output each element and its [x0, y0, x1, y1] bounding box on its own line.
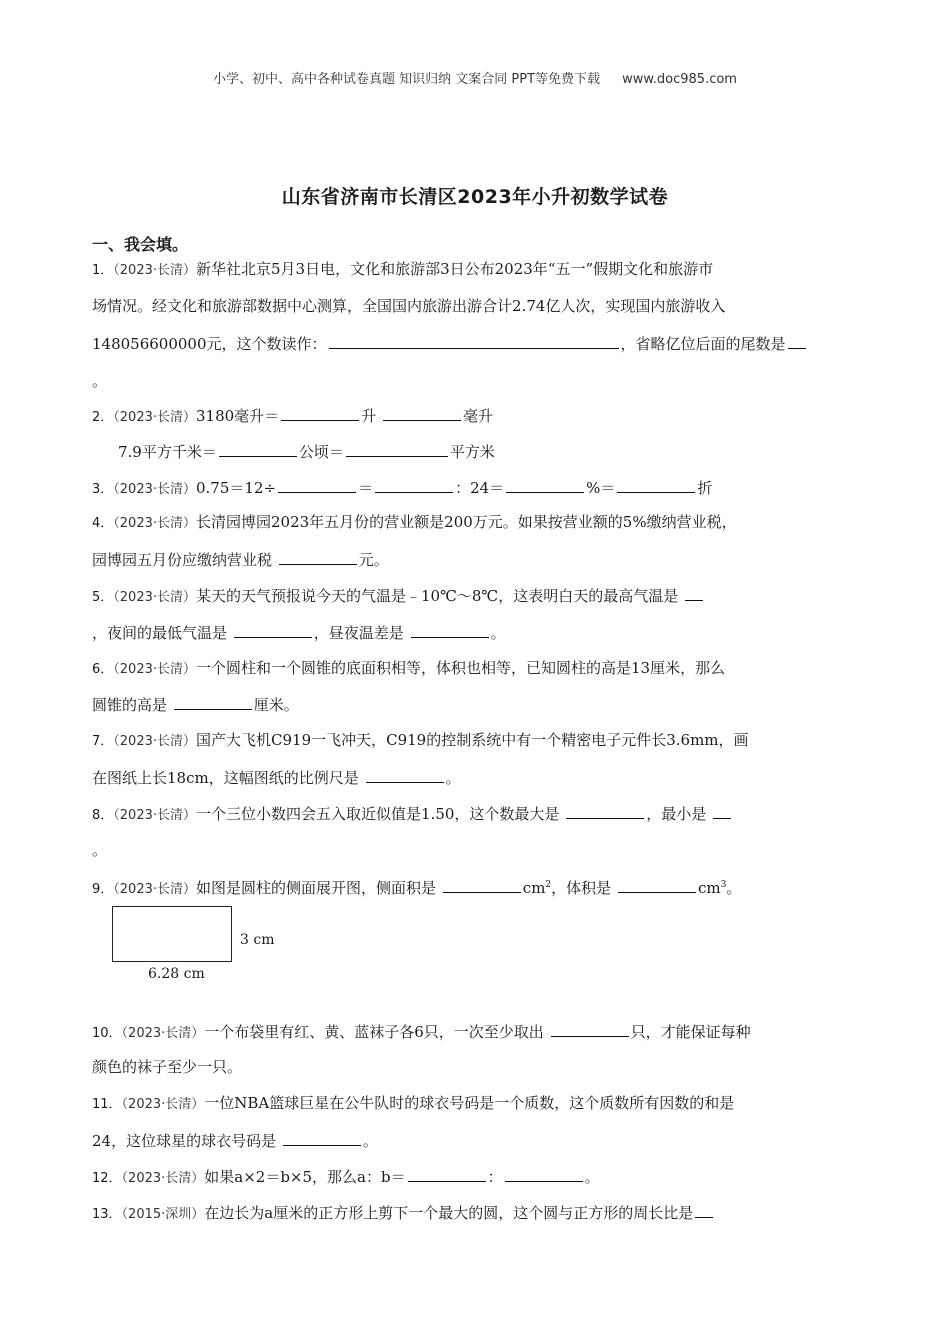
question-4-line2: 园博园五月份应缴纳营业税 元。 [92, 551, 389, 569]
answer-blank[interactable] [506, 477, 584, 493]
answer-blank[interactable] [685, 585, 703, 601]
question-5: 5．（2023·长清）某天的天气预报说今天的气温是﹣10℃～8℃，这表明白天的最高气温是 [92, 585, 705, 608]
answer-blank[interactable] [411, 622, 489, 638]
question-4: 4．（2023·长清）长清园博园2023年五月份的营业额是200万元。如果按营业额的5%缴纳营业税， [92, 513, 737, 531]
answer-blank[interactable] [617, 477, 695, 493]
question-10-line2: 颜色的袜子至少一只。 [92, 1058, 243, 1076]
header-text: 小学、初中、高中各种试卷真题 知识归纳 文案合同 PPT等免费下载 [213, 72, 601, 87]
answer-blank[interactable] [346, 441, 448, 457]
question-8: 8．（2023·长清）一个三位小数四会五入取近似值是1.50，这个数最大是 ，最小是 [92, 803, 733, 826]
question-6-line2: 圆锥的高是 厘米。 [92, 696, 299, 714]
answer-blank[interactable] [618, 877, 696, 893]
question-5-line2: ，夜间的最低气温是 ，昼夜温差是 。 [92, 624, 506, 642]
figure-height-label: 3 cm [240, 932, 275, 948]
page-header [0, 68, 950, 87]
answer-blank[interactable] [383, 405, 461, 421]
answer-blank[interactable] [505, 1166, 583, 1182]
question-9: 9．（2023·长清）如图是圆柱的侧面展开图，侧面积是 $cm^2$，体积是 $cm^3$。 [92, 879, 742, 897]
answer-blank[interactable] [279, 549, 357, 565]
question-6: 6．（2023·长清）一个圆柱和一个圆锥的底面积相等，体积也相等，已知圆柱的高是13厘米，那么 [92, 659, 726, 677]
section-heading: 一、我会填。 [92, 235, 189, 254]
answer-blank[interactable] [408, 1166, 486, 1182]
question-10: 10．（2023·长清）一个布袋里有红、黄、蓝袜子各6只，一次至少取出 只，才能保证每种 [92, 1023, 751, 1041]
question-2-line2: 7.9平方千米＝ 公顷＝ 平方米 [118, 443, 495, 461]
question-1-line2: 场情况。经文化和旅游部数据中心测算，全国国内旅游出游合计2.74亿人次，实现国内旅游收入 [92, 297, 726, 315]
question-11: 11．（2023·长清）一位NBA篮球巨星在公牛队时的球衣号码是一个质数，这个质数所有因数的和是 [92, 1094, 735, 1112]
question-1-line3: 148056600000元，这个数读作： ，省略亿位后面的尾数是 [92, 333, 808, 354]
answer-blank[interactable] [366, 767, 444, 783]
question-3: 3．（2023·长清）0.75＝12÷ ＝ ：24＝ %＝ 折 [92, 479, 713, 497]
answer-blank[interactable] [375, 477, 453, 493]
cylinder-net-rectangle [112, 906, 232, 962]
answer-blank[interactable] [695, 1202, 713, 1218]
answer-blank[interactable] [278, 477, 356, 493]
question-13: 13．（2015·深圳）在边长为a厘米的正方形上剪下一个最大的圆，这个圆与正方形的周长比是 [92, 1202, 715, 1225]
answer-blank[interactable] [219, 441, 297, 457]
answer-blank[interactable] [281, 405, 359, 421]
answer-blank[interactable] [283, 1130, 361, 1146]
question-12: 12．（2023·长清）如果a×2＝b×5，那么a：b＝ ： 。 [92, 1168, 600, 1186]
answer-blank[interactable] [174, 694, 252, 710]
question-11-line2: 24，这位球星的球衣号码是 。 [92, 1132, 378, 1150]
header-url[interactable]: www.doc985.com [622, 72, 737, 87]
question-2: 2．（2023·长清）3180毫升＝ 升 毫升 [92, 407, 493, 425]
answer-blank[interactable] [788, 333, 806, 349]
question-7-line2: 在图纸上长18cm，这幅图纸的比例尺是 。 [92, 769, 461, 787]
question-1-line4: 。 [92, 372, 108, 390]
figure-width-label: 6.28 cm [148, 966, 205, 982]
question-7: 7．（2023·长清）国产大飞机C919一飞冲天，C919的控制系统中有一个精密电子元件长3.6mm，画 [92, 731, 749, 749]
answer-blank[interactable] [713, 803, 731, 819]
question-8-line2: 。 [92, 841, 108, 859]
answer-blank[interactable] [551, 1021, 629, 1037]
answer-blank[interactable] [234, 622, 312, 638]
answer-blank[interactable] [329, 333, 619, 349]
question-1: 1．（2023·长清）新华社北京5月3日电，文化和旅游部3日公布2023年“五一”假期文化和旅游市 [92, 260, 714, 278]
answer-blank[interactable] [443, 877, 521, 893]
page-title: 山东省济南市长清区2023年小升初数学试卷 [281, 186, 669, 208]
answer-blank[interactable] [566, 803, 644, 819]
